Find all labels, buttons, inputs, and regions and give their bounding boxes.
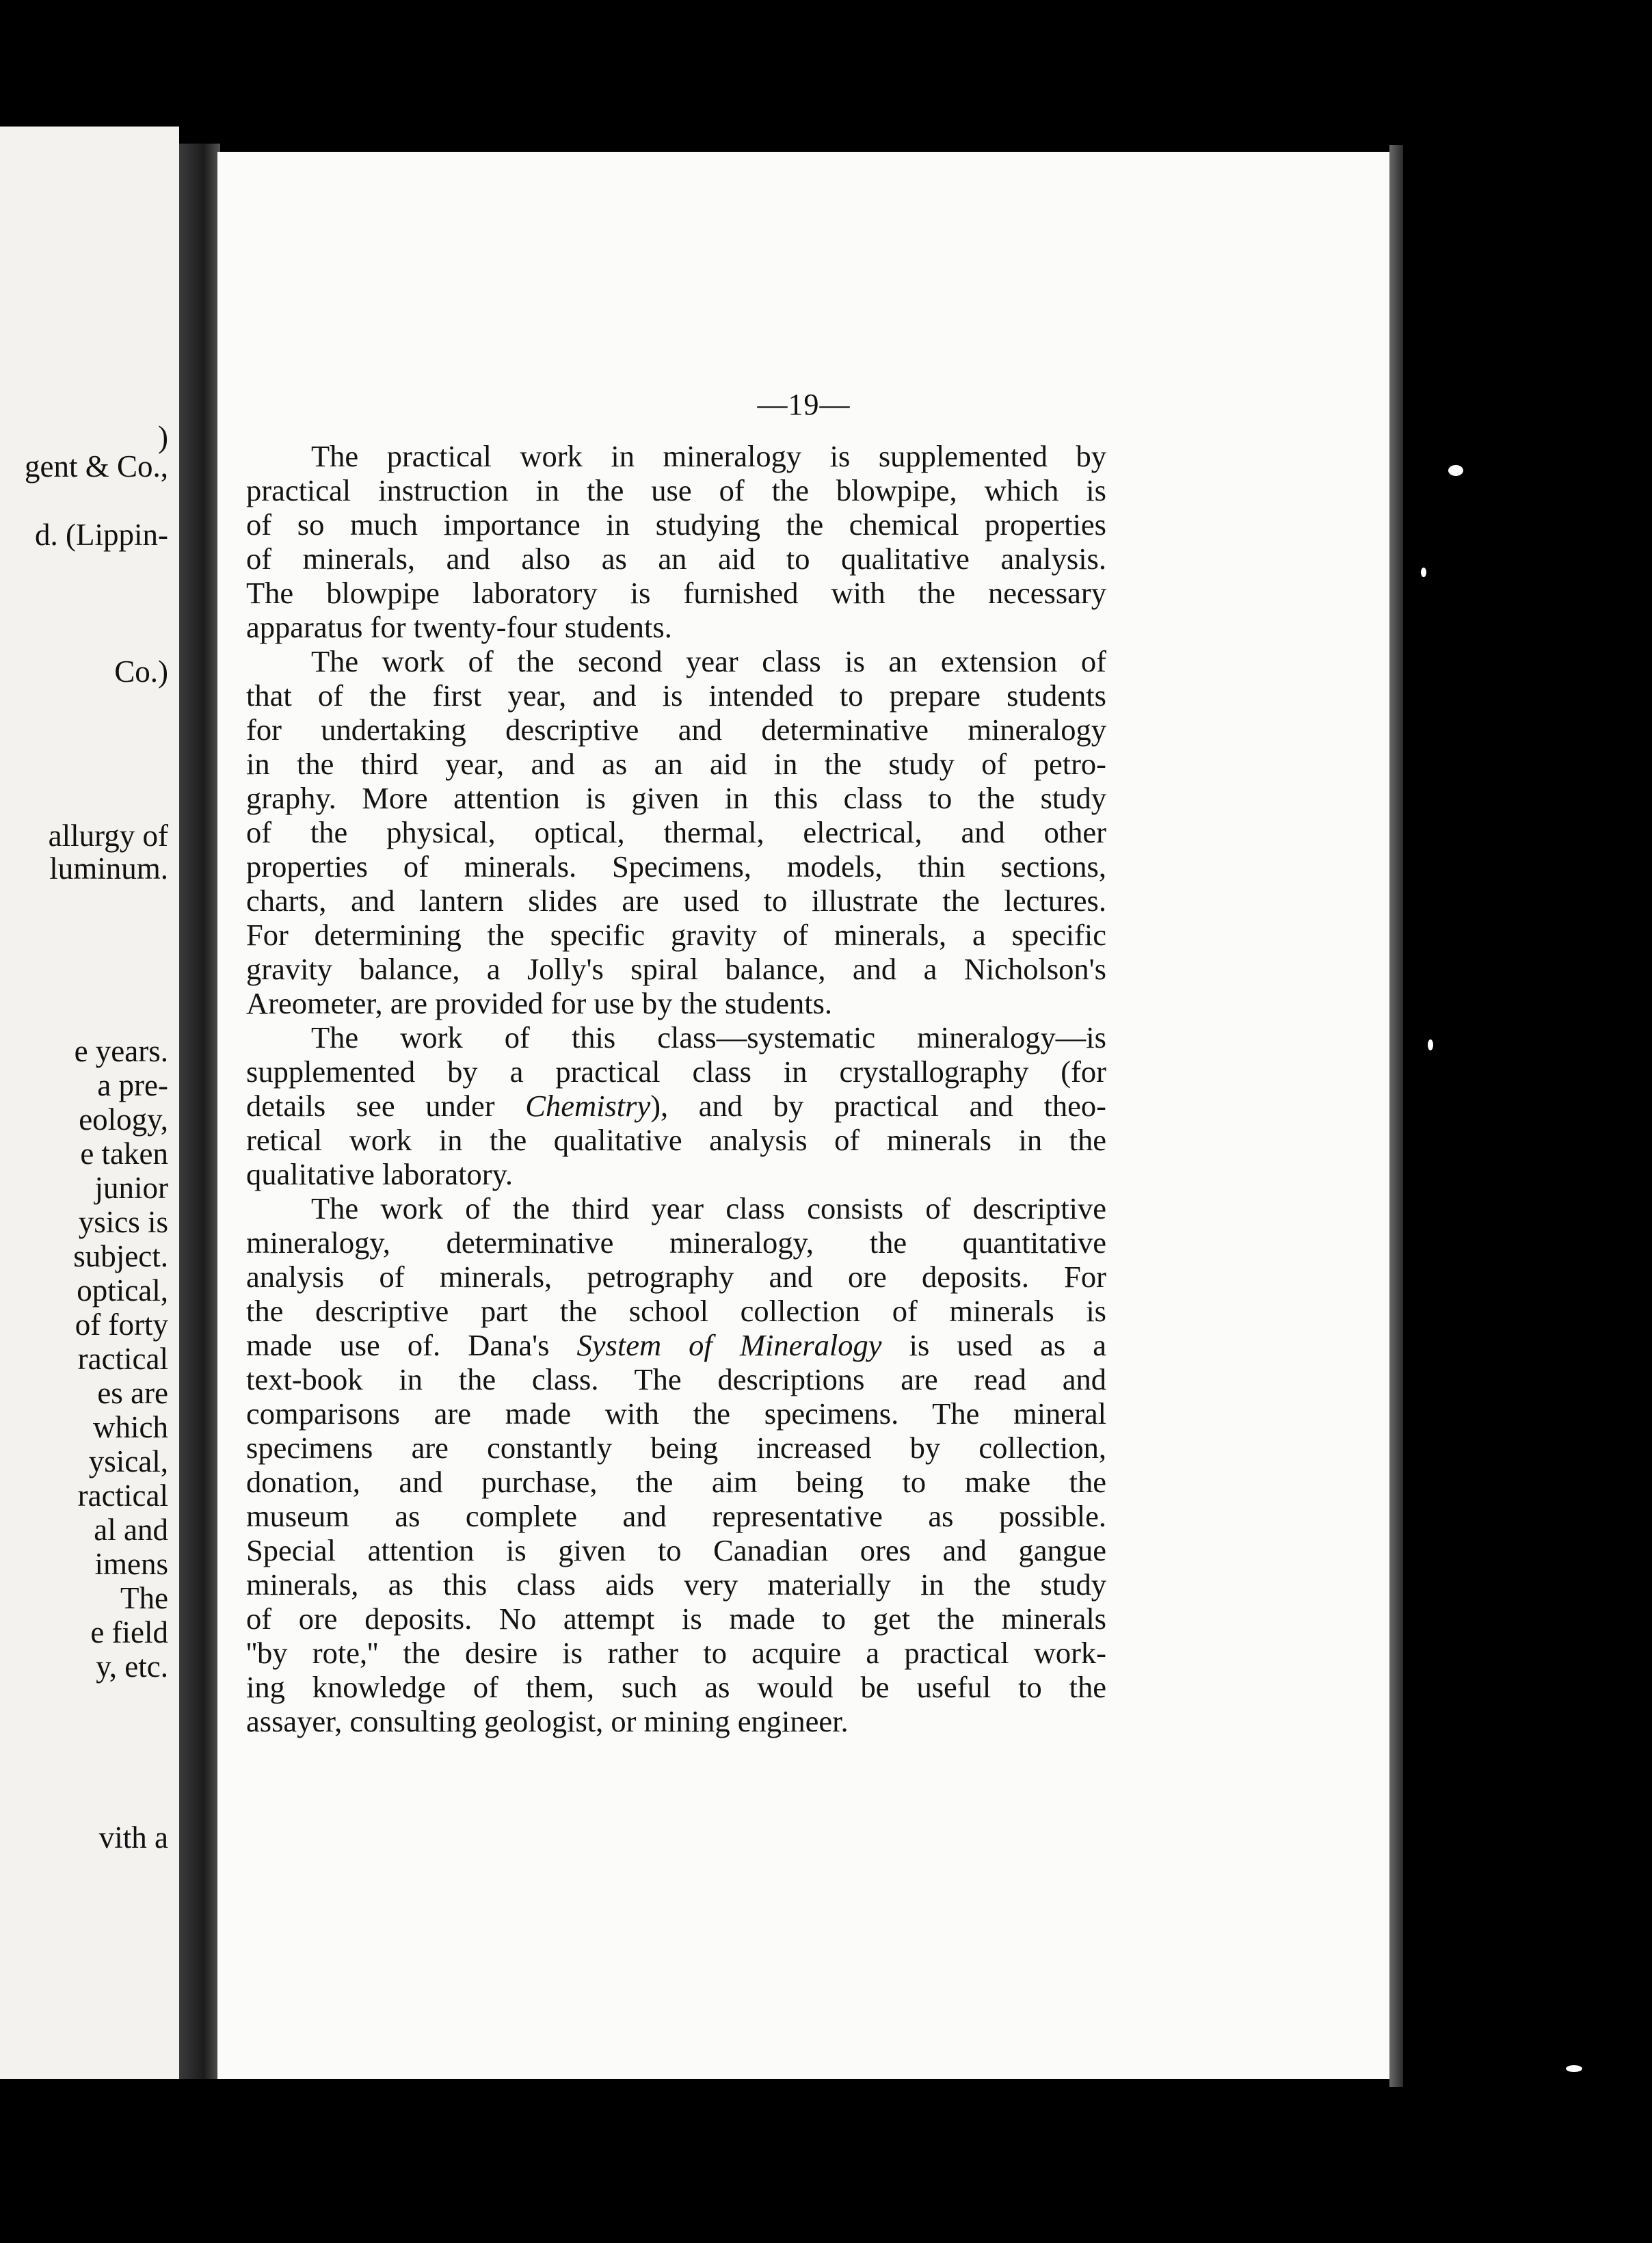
left-page-line: gent & Co., <box>25 449 168 483</box>
left-page-line: e taken <box>80 1137 168 1171</box>
body-text-line: comparisons are made with the specimens. The mineral <box>246 1396 1106 1431</box>
italic-reference: Chemistry <box>525 1089 651 1123</box>
body-text-line <box>246 1330 1106 1361</box>
body-text-line: practical instruction in the use of the blowpipe, which is <box>246 473 1106 507</box>
body-text-line: properties of minerals. Specimens, models, thin sections, <box>246 849 1106 884</box>
body-text-line: Areometer, are provided for use by the students. <box>246 986 833 1020</box>
body-text-line: analysis of minerals, petrography and ore deposits. For <box>246 1260 1106 1294</box>
body-text-line: The blowpipe laboratory is furnished with the necessary <box>246 576 1106 610</box>
body-text-line: qualitative laboratory. <box>246 1157 514 1191</box>
body-text-line: for undertaking descriptive and determinative mineralogy <box>246 713 1106 747</box>
body-text-line: of the physical, optical, thermal, electrical, and other <box>246 815 1106 849</box>
body-text-line: museum as complete and representative as possible. <box>246 1499 1106 1533</box>
body-text-segment: details see under <box>246 1089 526 1123</box>
body-text-line: of minerals, and also as an aid to qualitative analysis. <box>246 542 1106 576</box>
left-page-line: Co.) <box>114 654 168 689</box>
body-text-segment: is used as a <box>881 1328 1106 1362</box>
left-page-line: optical, <box>77 1273 168 1308</box>
body-text-line: Special attention is given to Canadian ores and gangue <box>246 1533 1106 1567</box>
italic-reference: System of Mineralogy <box>576 1328 882 1362</box>
scan-speck <box>1421 568 1426 577</box>
left-page-line: The <box>120 1581 168 1615</box>
left-page-line: junior <box>94 1171 168 1205</box>
scan-speck <box>1428 1039 1433 1050</box>
left-page-line: ysical, <box>88 1444 168 1478</box>
left-page-line: al and <box>94 1513 168 1547</box>
body-text-line: graphy. More attention is given in this class to the study <box>246 781 1106 815</box>
body-text-line: text-book in the class. The descriptions are read and <box>246 1362 1106 1396</box>
body-text-line: The work of this class—systematic mineralogy—is <box>311 1020 1106 1054</box>
left-page-line: ractical <box>77 1478 168 1513</box>
left-page-line: vith a <box>98 1820 168 1855</box>
page-stack-edge <box>1389 145 1403 2087</box>
body-text-line: donation, and purchase, the aim being to make the <box>246 1465 1106 1499</box>
body-text-line: that of the first year, and is intended to prepare students <box>246 678 1106 713</box>
body-text-line: ''by rote,'' the desire is rather to acquire a practical work- <box>246 1636 1106 1670</box>
body-text-line: mineralogy, determinative mineralogy, the quantitative <box>246 1225 1106 1260</box>
left-page-line: y, etc. <box>96 1649 168 1684</box>
body-text-line: in the third year, and as an aid in the study of petro- <box>246 747 1106 781</box>
body-text-line: apparatus for twenty-four students. <box>246 610 672 644</box>
body-text-line: For determining the specific gravity of minerals, a specific <box>246 918 1106 952</box>
left-page-line: subject. <box>73 1239 168 1273</box>
scan-speck <box>1566 2065 1582 2072</box>
body-text-line: charts, and lantern slides are used to illustrate the lectures. <box>246 884 1106 918</box>
body-text-line: gravity balance, a Jolly's spiral balance, and a Nicholson's <box>246 952 1106 986</box>
body-text-line: supplemented by a practical class in crystallography (for <box>246 1054 1106 1089</box>
body-text-segment: made use of. Dana's <box>246 1328 577 1362</box>
left-page-line: eology, <box>79 1102 168 1137</box>
body-text-line: the descriptive part the school collection of minerals is <box>246 1294 1106 1328</box>
scan-speck <box>1448 465 1463 476</box>
body-text-line: retical work in the qualitative analysis of minerals in the <box>246 1123 1106 1157</box>
left-page-line: d. (Lippin- <box>35 518 168 552</box>
body-text-line <box>246 1091 1106 1122</box>
left-page-line: ) <box>158 420 168 454</box>
book-gutter-shadow <box>179 144 220 2079</box>
body-text-line: The work of the second year class is an extension of <box>311 644 1106 678</box>
body-text-line: The practical work in mineralogy is supplemented by <box>311 439 1106 473</box>
body-text-line: specimens are constantly being increased by collection, <box>246 1431 1106 1465</box>
body-text-line: assayer, consulting geologist, or mining engineer. <box>246 1704 849 1738</box>
left-page-line: e field <box>90 1615 168 1649</box>
left-facing-page <box>0 127 179 2079</box>
left-page-line: e years. <box>74 1034 168 1068</box>
body-text-line: ing knowledge of them, such as would be useful to the <box>246 1670 1106 1704</box>
left-page-line: of forty <box>75 1308 168 1342</box>
left-page-line: es are <box>97 1376 168 1410</box>
left-page-line: ysics is <box>78 1205 168 1239</box>
page-number: —19— <box>757 388 851 421</box>
body-text-line: The work of the third year class consists of descriptive <box>311 1191 1106 1225</box>
left-page-line: a pre- <box>97 1068 168 1102</box>
left-page-line: ractical <box>77 1342 168 1376</box>
body-text-segment: ), and by practical and theo- <box>650 1089 1106 1123</box>
left-page-line: allurgy of <box>48 819 168 853</box>
body-text-line: minerals, as this class aids very materially in the study <box>246 1567 1106 1602</box>
left-page-line: which <box>93 1410 168 1444</box>
body-text-line: of ore deposits. No attempt is made to get the minerals <box>246 1602 1106 1636</box>
body-text-line: of so much importance in studying the chemical properties <box>246 507 1106 542</box>
left-page-line: imens <box>94 1547 168 1581</box>
left-page-line: luminum. <box>49 851 168 886</box>
main-page <box>217 152 1390 2079</box>
